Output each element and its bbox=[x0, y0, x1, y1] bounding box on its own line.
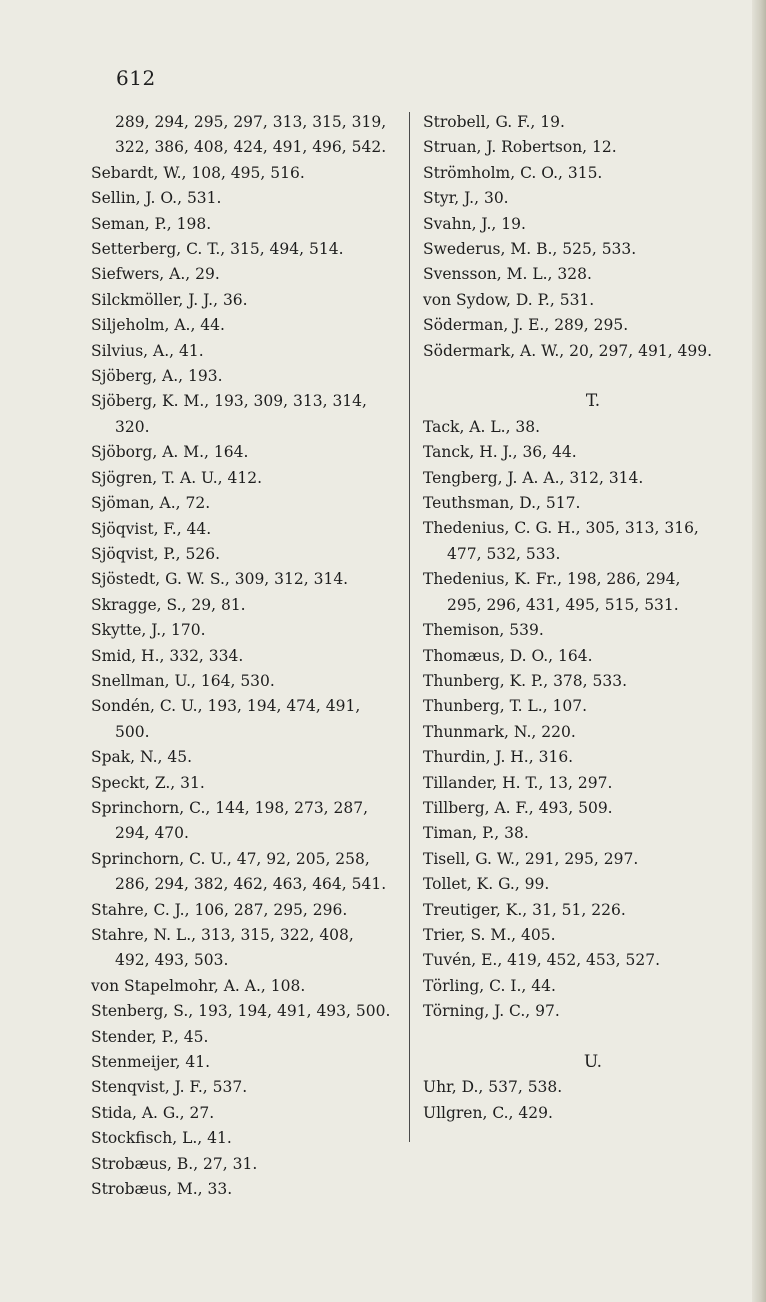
index-entry-text: Thunmark, N., 220. bbox=[423, 722, 576, 741]
index-entry-text: Styr, J., 30. bbox=[423, 189, 509, 208]
index-entry-text: Sprinchorn, C. U., 47, 92, 205, 258, bbox=[91, 849, 370, 868]
index-entry-text: Sjöman, A., 72. bbox=[91, 494, 211, 513]
index-entry-text: Sjöberg, K. M., 193, 309, 313, 314, bbox=[91, 392, 367, 411]
index-entry-text: Strobæus, M., 33. bbox=[91, 1180, 233, 1199]
index-entry-text: Sjöberg, A., 193. bbox=[91, 367, 223, 386]
index-entry bbox=[423, 135, 743, 160]
index-entry-text: Söderman, J. E., 289, 295. bbox=[423, 316, 629, 335]
index-entry bbox=[91, 1152, 399, 1177]
index-entry-text: Thedenius, C. G. H., 305, 313, 316, bbox=[423, 519, 699, 538]
index-entry-text: Seman, P., 198. bbox=[91, 214, 212, 233]
index-entry-text: Themison, 539. bbox=[423, 621, 544, 640]
index-entry bbox=[91, 923, 399, 974]
section-heading-u: U. bbox=[583, 1052, 603, 1072]
index-entry bbox=[423, 745, 743, 770]
index-entry bbox=[91, 669, 399, 694]
index-entry bbox=[423, 898, 743, 923]
index-entry bbox=[423, 847, 743, 872]
page-number: 612 bbox=[116, 66, 156, 90]
index-entry bbox=[423, 948, 743, 973]
index-entry-continuation: 294, 470. bbox=[115, 824, 189, 843]
index-section-s-continued bbox=[423, 110, 743, 364]
index-entry-text: 289, 294, 295, 297, 313, 315, 319, bbox=[115, 113, 387, 131]
index-entry bbox=[423, 237, 743, 262]
index-entry-text: Stockfisch, L., 41. bbox=[91, 1129, 232, 1148]
index-entry-text: Skragge, S., 29, 81. bbox=[91, 595, 246, 614]
index-entry-text: Sjöstedt, G. W. S., 309, 312, 314. bbox=[91, 570, 349, 589]
index-entry bbox=[91, 161, 399, 186]
index-entry-text: Setterberg, C. T., 315, 494, 514. bbox=[91, 240, 344, 259]
index-entry-text: Sebardt, W., 108, 495, 516. bbox=[91, 163, 305, 182]
index-entry bbox=[91, 1050, 399, 1075]
index-entry bbox=[423, 339, 743, 364]
index-entry-text: Stahre, C. J., 106, 287, 295, 296. bbox=[91, 900, 348, 919]
index-entry-text: Törning, J. C., 97. bbox=[423, 1002, 560, 1021]
index-entry bbox=[423, 999, 743, 1024]
index-entry bbox=[423, 1075, 743, 1100]
index-entry-continuation: 322, 386, 408, 424, 491, 496, 542. bbox=[115, 138, 387, 157]
index-entry bbox=[91, 440, 399, 465]
index-entry bbox=[423, 923, 743, 948]
index-entry-text: Treutiger, K., 31, 51, 226. bbox=[423, 900, 626, 919]
index-entry-text: Sjögren, T. A. U., 412. bbox=[91, 468, 262, 487]
index-entry bbox=[423, 644, 743, 669]
index-entry bbox=[91, 796, 399, 847]
index-entry bbox=[423, 872, 743, 897]
index-entry-text: Svensson, M. L., 328. bbox=[423, 265, 592, 284]
index-entry-text: Svahn, J., 19. bbox=[423, 214, 526, 233]
index-entry bbox=[91, 1126, 399, 1151]
index-entry-text: Strobell, G. F., 19. bbox=[423, 113, 565, 131]
index-entry-text: Siljeholm, A., 44. bbox=[91, 316, 225, 335]
index-entry bbox=[91, 974, 399, 999]
index-entry-text: Siefwers, A., 29. bbox=[91, 265, 220, 284]
index-entry bbox=[91, 288, 399, 313]
index-entry-text: Tack, A. L., 38. bbox=[423, 417, 541, 436]
index-entry bbox=[423, 466, 743, 491]
index-entry bbox=[91, 339, 399, 364]
index-entry bbox=[91, 517, 399, 542]
index-entry bbox=[423, 161, 743, 186]
index-entry-text: Stahre, N. L., 313, 315, 322, 408, bbox=[91, 926, 354, 944]
index-entry-continuation: 286, 294, 382, 462, 463, 464, 541. bbox=[115, 875, 387, 894]
index-entry bbox=[91, 593, 399, 618]
index-entry bbox=[423, 567, 743, 618]
section-gap bbox=[423, 1025, 743, 1050]
section-gap bbox=[423, 364, 743, 389]
index-section-t bbox=[423, 415, 743, 1025]
index-entry-text: Thurdin, J. H., 316. bbox=[423, 748, 574, 767]
index-entry bbox=[91, 1101, 399, 1126]
index-entry-text: Thunberg, T. L., 107. bbox=[423, 697, 588, 716]
index-entry-text: Swederus, M. B., 525, 533. bbox=[423, 240, 637, 259]
index-column-right bbox=[423, 110, 743, 1126]
index-entry-text: Stida, A. G., 27. bbox=[91, 1103, 215, 1122]
index-entry bbox=[423, 618, 743, 643]
index-section-u bbox=[423, 1075, 743, 1126]
index-entry-text: Timan, P., 38. bbox=[423, 824, 529, 843]
section-heading-t: T. bbox=[585, 391, 601, 412]
index-entry bbox=[91, 389, 399, 440]
index-entry-text: Snellman, U., 164, 530. bbox=[91, 671, 275, 690]
index-entry-text: Strömholm, C. O., 315. bbox=[423, 163, 603, 182]
index-entry-text: von Stapelmohr, A. A., 108. bbox=[91, 976, 306, 995]
index-entry-text: Trier, S. M., 405. bbox=[423, 925, 556, 944]
index-entry-text: Tanck, H. J., 36, 44. bbox=[423, 443, 577, 462]
index-entry bbox=[423, 288, 743, 313]
index-entry bbox=[423, 516, 743, 567]
index-entry-text: Thunberg, K. P., 378, 533. bbox=[423, 671, 628, 690]
index-entry bbox=[91, 1025, 399, 1050]
index-entry bbox=[91, 466, 399, 491]
index-entry-text: Speckt, Z., 31. bbox=[91, 773, 205, 792]
index-entry bbox=[91, 618, 399, 643]
index-entry-text: Strobæus, B., 27, 31. bbox=[91, 1154, 258, 1173]
index-entry bbox=[91, 1177, 399, 1202]
index-entry-text: Ullgren, C., 429. bbox=[423, 1103, 553, 1122]
index-entry bbox=[91, 1075, 399, 1100]
index-entry bbox=[423, 974, 743, 999]
index-entry bbox=[91, 212, 399, 237]
index-entry bbox=[91, 847, 399, 898]
index-entry bbox=[91, 186, 399, 211]
index-entry bbox=[91, 313, 399, 338]
index-entry bbox=[91, 364, 399, 389]
page-edge-shadow bbox=[752, 0, 766, 1302]
index-column-left bbox=[91, 110, 399, 1202]
index-entry bbox=[423, 796, 743, 821]
index-entry bbox=[91, 694, 399, 745]
index-entry bbox=[423, 821, 743, 846]
index-entry-continuation: 295, 296, 431, 495, 515, 531. bbox=[447, 595, 679, 614]
index-entry bbox=[423, 110, 743, 135]
index-entry-text: Tollet, K. G., 99. bbox=[423, 875, 550, 894]
index-entry-text: Stenmeijer, 41. bbox=[91, 1053, 211, 1072]
index-entry-text: Stenqvist, J. F., 537. bbox=[91, 1078, 248, 1097]
index-entry-text: Teuthsman, D., 517. bbox=[423, 494, 581, 513]
index-entry-text: Sjöqvist, F., 44. bbox=[91, 519, 212, 538]
index-entry bbox=[91, 644, 399, 669]
index-entry bbox=[423, 186, 743, 211]
index-entry-text: Törling, C. I., 44. bbox=[423, 976, 556, 995]
index-entry-text: Skytte, J., 170. bbox=[91, 621, 206, 640]
index-entry bbox=[91, 898, 399, 923]
index-entry bbox=[423, 415, 743, 440]
index-entry-text: Struan, J. Robertson, 12. bbox=[423, 138, 617, 157]
index-entry bbox=[91, 542, 399, 567]
index-entry-continuation: 492, 493, 503. bbox=[115, 951, 229, 970]
index-entry-text: Stender, P., 45. bbox=[91, 1027, 209, 1046]
index-entry bbox=[91, 262, 399, 287]
index-entry-text: Uhr, D., 537, 538. bbox=[423, 1078, 563, 1097]
index-entry bbox=[423, 1101, 743, 1126]
index-entry-text: Silvius, A., 41. bbox=[91, 341, 204, 360]
index-entry-text: Tisell, G. W., 291, 295, 297. bbox=[423, 849, 639, 868]
index-entry-text: Tillander, H. T., 13, 297. bbox=[423, 773, 613, 792]
index-entry bbox=[91, 567, 399, 592]
index-entry bbox=[423, 771, 743, 796]
index-entry-text: Thomæus, D. O., 164. bbox=[423, 646, 593, 665]
index-entry bbox=[423, 694, 743, 719]
index-entry-text: Sondén, C. U., 193, 194, 474, 491, bbox=[91, 697, 361, 716]
index-entry-text: Sprinchorn, C., 144, 198, 273, 287, bbox=[91, 798, 369, 817]
index-entry bbox=[423, 720, 743, 745]
index-entry bbox=[423, 440, 743, 465]
index-entry-text: Tillberg, A. F., 493, 509. bbox=[423, 798, 613, 817]
index-entry-text: Tengberg, J. A. A., 312, 314. bbox=[423, 468, 644, 487]
index-entry bbox=[91, 745, 399, 770]
index-entry-text: Sellin, J. O., 531. bbox=[91, 189, 222, 208]
index-entry-text: Sjöborg, A. M., 164. bbox=[91, 443, 249, 462]
index-entry-continuation: 500. bbox=[115, 722, 150, 741]
index-entry-text: Sjöqvist, P., 526. bbox=[91, 544, 221, 563]
index-entry-text: Stenberg, S., 193, 194, 491, 493, 500. bbox=[91, 1002, 391, 1021]
index-entry bbox=[91, 237, 399, 262]
index-entry bbox=[91, 110, 399, 161]
index-entry-text: von Sydow, D. P., 531. bbox=[423, 290, 595, 309]
index-entry-text: Smid, H., 332, 334. bbox=[91, 646, 244, 665]
index-entry bbox=[423, 262, 743, 287]
index-entry bbox=[423, 491, 743, 516]
index-entry-text: Spak, N., 45. bbox=[91, 748, 193, 767]
index-entry bbox=[91, 771, 399, 796]
index-entry bbox=[423, 212, 743, 237]
index-entry-continuation: 477, 532, 533. bbox=[447, 544, 561, 563]
index-entry-text: Tuvén, E., 419, 452, 453, 527. bbox=[423, 951, 661, 970]
index-entry-continuation: 320. bbox=[115, 417, 150, 436]
index-entry bbox=[91, 999, 399, 1024]
index-entry-text: Silckmöller, J. J., 36. bbox=[91, 290, 248, 309]
index-entry bbox=[423, 669, 743, 694]
index-entry bbox=[91, 491, 399, 516]
index-entry bbox=[423, 313, 743, 338]
index-entry-text: Södermark, A. W., 20, 297, 491, 499. bbox=[423, 341, 713, 360]
column-divider bbox=[409, 112, 410, 1142]
index-entry-text: Thedenius, K. Fr., 198, 286, 294, bbox=[423, 570, 681, 589]
